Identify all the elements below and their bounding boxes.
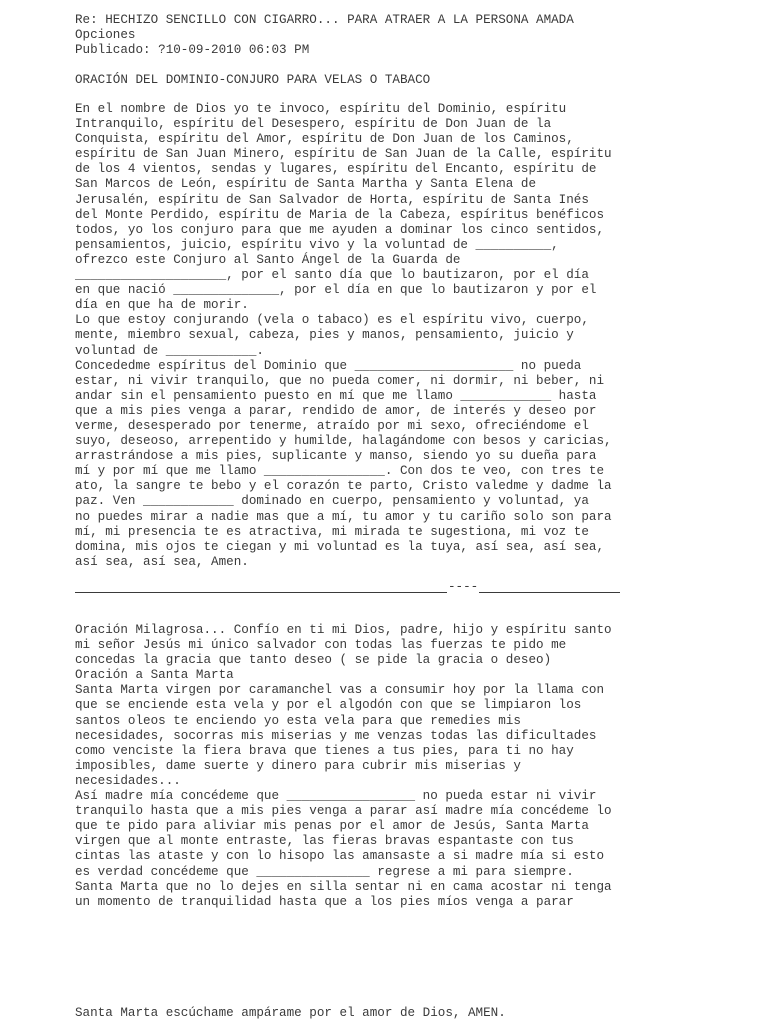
prayer2-line: que te pido para aliviar mis penas por el amor de Jesús, Santa Marta: [75, 819, 589, 834]
prayer2-line: Oración Milagrosa... Confío en ti mi Dios, padre, hijo y espíritu santo: [75, 623, 612, 637]
prayer1-line: mí y por mí que me llamo ________________. Con dos te veo, con tres te: [75, 464, 605, 479]
prayer1-line: así sea, así sea, Amen.: [75, 554, 249, 569]
prayer1-line: voluntad de ____________.: [75, 343, 264, 358]
prayer1-line: Lo que estoy conjurando (vela o tabaco) es el espíritu vivo, cuerpo,: [75, 313, 589, 328]
prayer2-line: que se enciende esta vela y por el algodón con que se limpiaron los: [75, 698, 582, 713]
prayer1-line: no puedes mirar a nadie mas que a mí, tu amor y tu cariño solo son para: [75, 509, 612, 524]
prayer2-line: necesidades...: [75, 773, 181, 788]
prayer1-line: día en que ha de morir.: [75, 298, 249, 313]
prayer1-line: ofrezco este Conjuro al Santo Ángel de la Guarda de: [75, 252, 461, 267]
prayer1-line: espíritu de San Juan Minero, espíritu de San Juan de la Calle, espíritu: [75, 147, 612, 162]
prayer2-body: [75, 623, 635, 910]
published-date: Publicado: ?10-09-2010 06:03 PM: [75, 43, 310, 58]
prayer2-line: Así madre mía concédeme que _________________ no pueda estar ni vivir: [75, 789, 597, 804]
prayer2-line: virgen que al monte entraste, las fieras bravas espantaste con tus: [75, 834, 574, 849]
prayer1-line: ato, la sangre te bebo y el corazón te parto, Cristo valedme y dadme la: [75, 479, 612, 494]
prayer1-line: mí, mi presencia te es atractiva, mi mirada te sugestiona, mi voz te: [75, 524, 589, 539]
prayer2-line: mi señor Jesús mi único salvador con todas las fuerzas te pido me: [75, 638, 567, 653]
prayer2-line: es verdad concédeme que _______________ regrese a mi para siempre.: [75, 864, 574, 879]
prayer2-line: necesidades, socorras mis miserias y me venzas todas las dificultades: [75, 728, 597, 743]
prayer2-line: como venciste la fiera brava que tienes a tus pies, para ti no hay: [75, 743, 574, 758]
prayer1-line: del Monte Perdido, espíritu de Maria de la Cabeza, espíritus benéficos: [75, 207, 605, 222]
separator-line-right: [479, 592, 620, 593]
prayer1-line: andar sin el pensamiento puesto en mí que me llamo ____________ hasta: [75, 388, 597, 403]
options-label[interactable]: Opciones: [75, 28, 136, 43]
prayer1-line: domina, mis ojos te ciegan y mi voluntad es la tuya, así sea, así sea,: [75, 539, 605, 554]
prayer1-line: de los 4 vientos, sendas y lugares, espíritu del Encanto, espíritu de: [75, 162, 597, 177]
separator-rule: [75, 580, 620, 599]
separator-dashes: ----: [448, 580, 479, 594]
prayer1-title: ORACIÓN DEL DOMINIO-CONJURO PARA VELAS O TABACO: [75, 73, 431, 87]
prayer1-line: Conquista, espíritu del Amor, espíritu de Don Juan de los Caminos,: [75, 132, 574, 147]
prayer1-line: ____________________, por el santo día que lo bautizaron, por el día: [75, 268, 589, 283]
post-header: [75, 13, 635, 58]
prayer1-line: San Marcos de León, espíritu de Santa Martha y Santa Elena de: [75, 177, 537, 192]
prayer2-line: Santa Marta virgen por caramanchel vas a consumir hoy por la llama con: [75, 683, 605, 698]
prayer1-line: en que nació ______________, por el día en que lo bautizaron y por el: [75, 283, 597, 298]
prayer1-body: [75, 102, 635, 570]
prayer1-line: mente, miembro sexual, cabeza, pies y manos, pensamiento, juicio y: [75, 328, 574, 343]
prayer2-line: Oración a Santa Marta: [75, 668, 234, 683]
post-subject: Re: HECHIZO SENCILLO CON CIGARRO... PARA ATRAER A LA PERSONA AMADA: [75, 13, 574, 27]
prayer1-line: Concededme espíritus del Dominio que _____________________ no pueda: [75, 358, 582, 373]
prayer1-line: suyo, deseoso, arrepentido y humilde, halagándome con besos y caricias,: [75, 434, 612, 449]
prayer1-line: Intranquilo, espíritu del Desespero, espíritu de Don Juan de la: [75, 117, 552, 132]
prayer1-line: Jerusalén, espíritu de San Salvador de Horta, espíritu de Santa Inés: [75, 192, 589, 207]
prayer2-line: imposibles, dame suerte y dinero para cubrir mis miserias y: [75, 758, 521, 773]
prayer1-line: pensamientos, juicio, espíritu vivo y la voluntad de __________,: [75, 237, 559, 252]
prayer1-line: verme, desesperado por tenerme, atraído por mi sexo, ofreciéndome el: [75, 418, 589, 433]
prayer1-line: estar, ni vivir tranquilo, que no pueda comer, ni dormir, ni beber, ni: [75, 373, 605, 388]
prayer1-line: En el nombre de Dios yo te invoco, espíritu del Dominio, espíritu: [75, 102, 567, 116]
closing-block: [75, 1006, 635, 1021]
prayer2-line: un momento de tranquilidad hasta que a los pies míos venga a parar: [75, 894, 574, 909]
prayer1-title-block: [75, 73, 635, 88]
prayer2-line: Santa Marta que no lo dejes en silla sentar ni en cama acostar ni tenga: [75, 879, 612, 894]
prayer2-line: concedas la gracia que tanto deseo ( se pide la gracia o deseo): [75, 653, 552, 668]
prayer2-line: cintas las ataste y con lo hisopo las amansaste a si madre mía si esto: [75, 849, 605, 864]
prayer1-line: arrastrándose a mis pies, suplicante y manso, siendo yo su dueña para: [75, 449, 597, 464]
prayer2-line: tranquilo hasta que a mis pies venga a parar así madre mía concédeme lo: [75, 804, 612, 819]
prayer1-line: todos, yo los conjuro para que me ayuden a dominar los cinco sentidos,: [75, 222, 605, 237]
closing-line: Santa Marta escúchame ampárame por el amor de Dios, AMEN.: [75, 1006, 506, 1020]
prayer1-line: que a mis pies venga a parar, rendido de amor, de interés y deseo por: [75, 403, 597, 418]
separator-line-left: [75, 592, 447, 593]
prayer1-line: paz. Ven ____________ dominado en cuerpo, pensamiento y voluntad, ya: [75, 494, 589, 509]
prayer2-line: santos oleos te enciendo yo esta vela para que remedies mis: [75, 713, 521, 728]
